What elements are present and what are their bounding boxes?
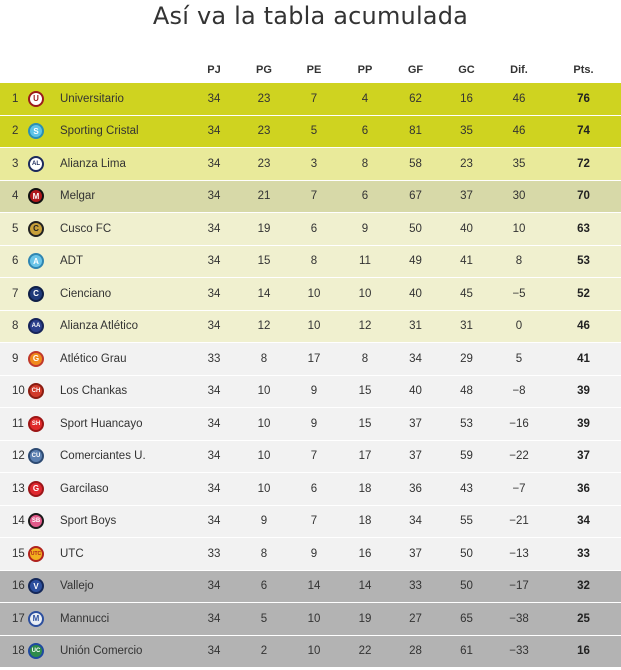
pg-cell: 10: [240, 408, 288, 441]
pts-cell: 39: [546, 408, 621, 441]
team-crest-icon: C: [28, 221, 44, 237]
pe-cell: 6: [288, 213, 340, 246]
pg-cell: 23: [240, 83, 288, 115]
pg-cell: 8: [240, 538, 288, 571]
dif-cell: 46: [492, 115, 546, 148]
gc-cell: 37: [441, 180, 492, 213]
team-crest-icon: G: [28, 351, 44, 367]
team-name: Mannucci: [60, 612, 110, 625]
table-row: [0, 635, 621, 668]
team-name: Cusco FC: [60, 222, 112, 235]
header-row: [0, 56, 621, 83]
pj-cell: 34: [188, 635, 240, 668]
team-wrap: [28, 578, 188, 594]
team-name: Vallejo: [60, 580, 94, 593]
team-crest-icon: M: [28, 188, 44, 204]
dif-cell: −38: [492, 603, 546, 636]
team-name: Garcilaso: [60, 482, 109, 495]
pj-cell: 33: [188, 538, 240, 571]
table-row: [0, 375, 621, 408]
team-wrap: [28, 611, 188, 627]
team-wrap: [28, 481, 188, 497]
team-crest-icon: AA: [28, 318, 44, 334]
gf-cell: 49: [390, 245, 441, 278]
gf-cell: 40: [390, 278, 441, 311]
position-cell: 11: [0, 408, 28, 441]
team-wrap: [28, 318, 188, 334]
gf-cell: 81: [390, 115, 441, 148]
team-name: Sporting Cristal: [60, 125, 139, 138]
pg-cell: 5: [240, 603, 288, 636]
table-row: [0, 83, 621, 115]
pts-cell: 36: [546, 473, 621, 506]
table-body: [0, 83, 621, 668]
pe-cell: 7: [288, 83, 340, 115]
gf-cell: 67: [390, 180, 441, 213]
team-wrap: [28, 91, 188, 107]
team-name: Universitario: [60, 92, 124, 105]
table-row: [0, 538, 621, 571]
team-crest-icon: SH: [28, 416, 44, 432]
team-crest-icon: AL: [28, 156, 44, 172]
dif-cell: −13: [492, 538, 546, 571]
pj-cell: 34: [188, 278, 240, 311]
team-crest-icon: M: [28, 611, 44, 627]
pp-cell: 12: [340, 310, 390, 343]
table-row: [0, 505, 621, 538]
team-crest-icon: G: [28, 481, 44, 497]
pp-cell: 17: [340, 440, 390, 473]
team-crest-icon: SB: [28, 513, 44, 529]
gc-cell: 53: [441, 408, 492, 441]
header-gf: GF: [407, 63, 424, 76]
team-name: Sport Boys: [60, 515, 117, 528]
position-cell: 6: [0, 245, 28, 278]
table-row: [0, 213, 621, 246]
table-row: [0, 473, 621, 506]
gc-cell: 35: [441, 115, 492, 148]
team-crest-icon: CU: [28, 448, 44, 464]
pe-cell: 7: [288, 180, 340, 213]
position-cell: 15: [0, 538, 28, 571]
table-row: [0, 245, 621, 278]
header-gc: GC: [458, 63, 475, 76]
pg-cell: 15: [240, 245, 288, 278]
dif-cell: −8: [492, 375, 546, 408]
position-cell: 14: [0, 505, 28, 538]
dif-cell: −5: [492, 278, 546, 311]
gc-cell: 40: [441, 213, 492, 246]
dif-cell: −33: [492, 635, 546, 668]
team-wrap: [28, 156, 188, 172]
pe-cell: 9: [288, 538, 340, 571]
pts-cell: 39: [546, 375, 621, 408]
position-cell: 1: [0, 83, 28, 115]
dif-cell: 5: [492, 343, 546, 376]
table-header: [0, 56, 621, 83]
team-name: Comerciantes U.: [60, 450, 146, 463]
team-wrap: [28, 123, 188, 139]
team-cell: [28, 440, 188, 473]
team-wrap: [28, 253, 188, 269]
position-cell: 5: [0, 213, 28, 246]
gc-cell: 50: [441, 538, 492, 571]
table-row: [0, 278, 621, 311]
pp-cell: 18: [340, 473, 390, 506]
pe-cell: 10: [288, 635, 340, 668]
gf-cell: 34: [390, 343, 441, 376]
table-row: [0, 148, 621, 181]
team-cell: [28, 310, 188, 343]
pp-cell: 10: [340, 278, 390, 311]
table-row: [0, 408, 621, 441]
table-row: [0, 603, 621, 636]
pj-cell: 34: [188, 505, 240, 538]
pe-cell: 9: [288, 375, 340, 408]
header-team: [28, 56, 188, 83]
gc-cell: 43: [441, 473, 492, 506]
header-position: [0, 56, 28, 83]
pg-cell: 14: [240, 278, 288, 311]
pj-cell: 34: [188, 473, 240, 506]
pg-cell: 8: [240, 343, 288, 376]
gf-cell: 50: [390, 213, 441, 246]
table-row: [0, 343, 621, 376]
pg-cell: 19: [240, 213, 288, 246]
table-row: [0, 570, 621, 603]
pp-cell: 4: [340, 83, 390, 115]
pts-cell: 41: [546, 343, 621, 376]
team-cell: [28, 538, 188, 571]
team-name: Los Chankas: [60, 385, 128, 398]
position-cell: 9: [0, 343, 28, 376]
pp-cell: 15: [340, 408, 390, 441]
gf-cell: 37: [390, 440, 441, 473]
team-cell: [28, 343, 188, 376]
pts-cell: 16: [546, 635, 621, 668]
gf-cell: 27: [390, 603, 441, 636]
position-cell: 18: [0, 635, 28, 668]
header-pg: PG: [256, 63, 272, 76]
gc-cell: 29: [441, 343, 492, 376]
pp-cell: 16: [340, 538, 390, 571]
team-wrap: [28, 383, 188, 399]
pp-cell: 11: [340, 245, 390, 278]
pg-cell: 10: [240, 473, 288, 506]
pp-cell: 14: [340, 570, 390, 603]
position-cell: 17: [0, 603, 28, 636]
pj-cell: 34: [188, 603, 240, 636]
team-name: Melgar: [60, 190, 96, 203]
gc-cell: 65: [441, 603, 492, 636]
pts-cell: 37: [546, 440, 621, 473]
pj-cell: 34: [188, 375, 240, 408]
team-wrap: [28, 351, 188, 367]
gc-cell: 41: [441, 245, 492, 278]
pts-cell: 32: [546, 570, 621, 603]
team-cell: [28, 278, 188, 311]
pts-cell: 46: [546, 310, 621, 343]
pj-cell: 34: [188, 115, 240, 148]
dif-cell: −7: [492, 473, 546, 506]
position-cell: 7: [0, 278, 28, 311]
gf-cell: 33: [390, 570, 441, 603]
team-crest-icon: U: [28, 91, 44, 107]
pts-cell: 63: [546, 213, 621, 246]
gc-cell: 61: [441, 635, 492, 668]
team-wrap: [28, 448, 188, 464]
dif-cell: −22: [492, 440, 546, 473]
position-cell: 4: [0, 180, 28, 213]
pp-cell: 22: [340, 635, 390, 668]
team-name: Unión Comercio: [60, 645, 143, 658]
pj-cell: 34: [188, 213, 240, 246]
pj-cell: 34: [188, 440, 240, 473]
team-wrap: [28, 221, 188, 237]
pj-cell: 34: [188, 570, 240, 603]
team-crest-icon: S: [28, 123, 44, 139]
pe-cell: 14: [288, 570, 340, 603]
team-cell: [28, 375, 188, 408]
team-cell: [28, 408, 188, 441]
team-cell: [28, 245, 188, 278]
position-cell: 10: [0, 375, 28, 408]
header-pe: PE: [306, 63, 322, 76]
gc-cell: 16: [441, 83, 492, 115]
dif-cell: 0: [492, 310, 546, 343]
gc-cell: 31: [441, 310, 492, 343]
position-cell: 8: [0, 310, 28, 343]
position-cell: 13: [0, 473, 28, 506]
pts-cell: 34: [546, 505, 621, 538]
pp-cell: 18: [340, 505, 390, 538]
pp-cell: 8: [340, 148, 390, 181]
dif-cell: 30: [492, 180, 546, 213]
dif-cell: 35: [492, 148, 546, 181]
dif-cell: 46: [492, 83, 546, 115]
pg-cell: 12: [240, 310, 288, 343]
gf-cell: 37: [390, 538, 441, 571]
team-cell: [28, 570, 188, 603]
dif-cell: 8: [492, 245, 546, 278]
pe-cell: 5: [288, 115, 340, 148]
team-name: ADT: [60, 255, 83, 268]
header-pts: Pts.: [573, 63, 594, 76]
team-crest-icon: V: [28, 578, 44, 594]
header-dif: Dif.: [510, 63, 528, 76]
table-row: [0, 310, 621, 343]
pe-cell: 9: [288, 408, 340, 441]
pts-cell: 53: [546, 245, 621, 278]
pe-cell: 3: [288, 148, 340, 181]
gc-cell: 45: [441, 278, 492, 311]
pe-cell: 8: [288, 245, 340, 278]
team-cell: [28, 603, 188, 636]
team-name: Cienciano: [60, 287, 112, 300]
team-crest-icon: A: [28, 253, 44, 269]
gc-cell: 55: [441, 505, 492, 538]
pe-cell: 10: [288, 310, 340, 343]
gc-cell: 23: [441, 148, 492, 181]
pp-cell: 6: [340, 180, 390, 213]
pp-cell: 9: [340, 213, 390, 246]
pp-cell: 6: [340, 115, 390, 148]
dif-cell: −17: [492, 570, 546, 603]
pg-cell: 23: [240, 115, 288, 148]
team-wrap: [28, 546, 188, 562]
gf-cell: 40: [390, 375, 441, 408]
header-pp: PP: [357, 63, 373, 76]
pj-cell: 34: [188, 148, 240, 181]
team-crest-icon: UTC: [28, 546, 44, 562]
pg-cell: 2: [240, 635, 288, 668]
pg-cell: 6: [240, 570, 288, 603]
pe-cell: 6: [288, 473, 340, 506]
team-name: UTC: [60, 547, 84, 560]
pe-cell: 7: [288, 505, 340, 538]
pe-cell: 10: [288, 603, 340, 636]
team-cell: [28, 180, 188, 213]
position-cell: 12: [0, 440, 28, 473]
pj-cell: 34: [188, 408, 240, 441]
pg-cell: 10: [240, 375, 288, 408]
gf-cell: 28: [390, 635, 441, 668]
pj-cell: 33: [188, 343, 240, 376]
team-cell: [28, 473, 188, 506]
position-cell: 3: [0, 148, 28, 181]
team-cell: [28, 635, 188, 668]
gf-cell: 37: [390, 408, 441, 441]
page-title: Así va la tabla acumulada: [152, 2, 469, 30]
pj-cell: 34: [188, 310, 240, 343]
gc-cell: 59: [441, 440, 492, 473]
pe-cell: 7: [288, 440, 340, 473]
team-name: Atlético Grau: [60, 352, 127, 365]
team-cell: [28, 115, 188, 148]
team-cell: [28, 148, 188, 181]
team-cell: [28, 505, 188, 538]
pe-cell: 10: [288, 278, 340, 311]
team-name: Alianza Lima: [60, 157, 126, 170]
pts-cell: 72: [546, 148, 621, 181]
pts-cell: 74: [546, 115, 621, 148]
gc-cell: 48: [441, 375, 492, 408]
pts-cell: 52: [546, 278, 621, 311]
gc-cell: 50: [441, 570, 492, 603]
dif-cell: −16: [492, 408, 546, 441]
pts-cell: 25: [546, 603, 621, 636]
position-cell: 16: [0, 570, 28, 603]
gf-cell: 31: [390, 310, 441, 343]
header-pj: PJ: [207, 63, 221, 76]
team-crest-icon: CH: [28, 383, 44, 399]
pg-cell: 23: [240, 148, 288, 181]
pj-cell: 34: [188, 180, 240, 213]
table-row: [0, 440, 621, 473]
team-wrap: [28, 286, 188, 302]
team-wrap: [28, 416, 188, 432]
team-wrap: [28, 188, 188, 204]
table-row: [0, 115, 621, 148]
team-name: Alianza Atlético: [60, 320, 138, 333]
pts-cell: 70: [546, 180, 621, 213]
position-cell: 2: [0, 115, 28, 148]
standings-table: [0, 56, 621, 668]
team-wrap: [28, 643, 188, 659]
pp-cell: 8: [340, 343, 390, 376]
gf-cell: 36: [390, 473, 441, 506]
team-crest-icon: C: [28, 286, 44, 302]
pj-cell: 34: [188, 83, 240, 115]
pts-cell: 76: [546, 83, 621, 115]
pg-cell: 21: [240, 180, 288, 213]
team-crest-icon: UC: [28, 643, 44, 659]
gf-cell: 58: [390, 148, 441, 181]
pp-cell: 15: [340, 375, 390, 408]
table-row: [0, 180, 621, 213]
dif-cell: −21: [492, 505, 546, 538]
pg-cell: 9: [240, 505, 288, 538]
gf-cell: 34: [390, 505, 441, 538]
pp-cell: 19: [340, 603, 390, 636]
team-cell: [28, 83, 188, 115]
team-cell: [28, 213, 188, 246]
gf-cell: 62: [390, 83, 441, 115]
team-wrap: [28, 513, 188, 529]
pe-cell: 17: [288, 343, 340, 376]
team-name: Sport Huancayo: [60, 417, 143, 430]
pj-cell: 34: [188, 245, 240, 278]
pts-cell: 33: [546, 538, 621, 571]
pg-cell: 10: [240, 440, 288, 473]
dif-cell: 10: [492, 213, 546, 246]
